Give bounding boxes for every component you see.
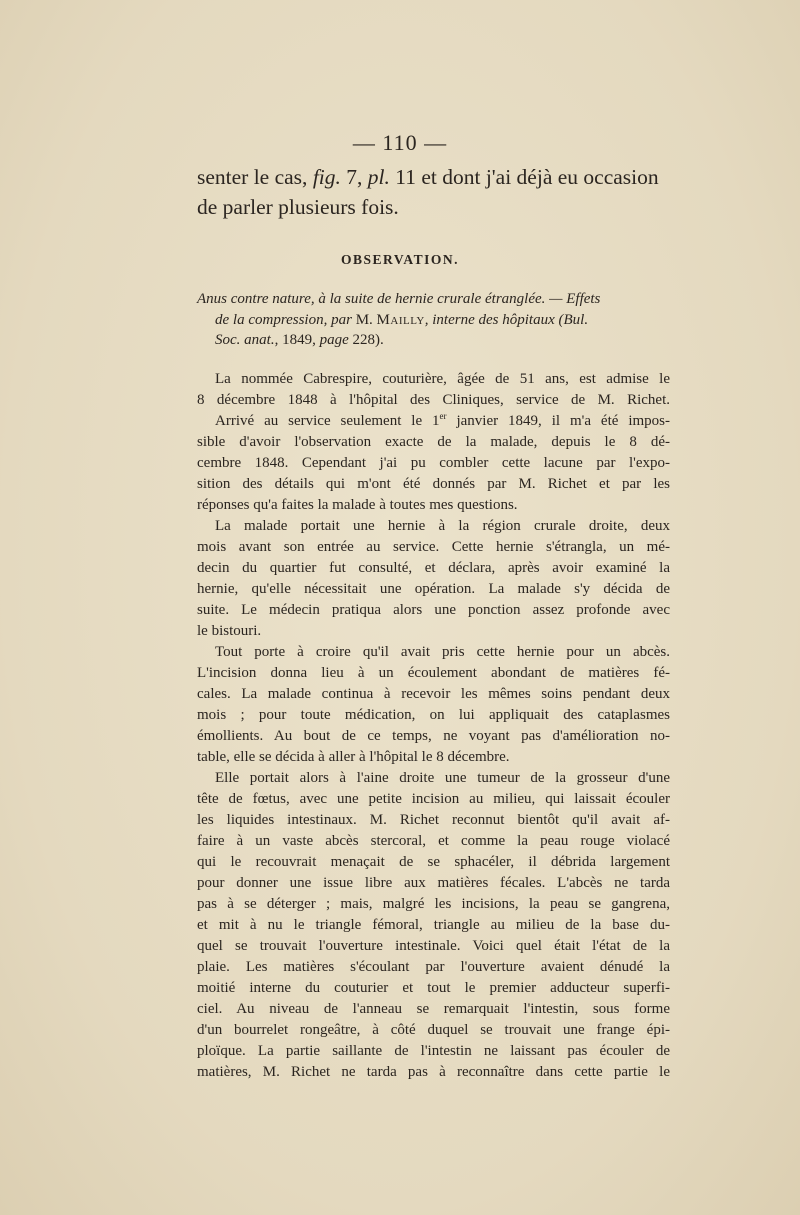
caption-line bbox=[197, 310, 672, 331]
caption-text: Soc. anat. bbox=[215, 332, 275, 348]
caption-text: de la compression, par bbox=[215, 311, 356, 328]
lead-text: 7, bbox=[340, 165, 368, 189]
text-line: faire à un vaste abcès stercoral, et comme la peau rouge violacé bbox=[197, 833, 670, 849]
text-line: pas à se déterger ; mais, malgré les incisions, la peau se gangrena, bbox=[197, 896, 670, 912]
text-line: plaie. Les matières s'écoulant par l'ouverture avaient dénudé la bbox=[197, 959, 670, 975]
text-line: pour donner une issue libre aux matières fécales. L'abcès ne tarda bbox=[197, 875, 670, 891]
observation-heading: OBSERVATION. bbox=[341, 252, 459, 267]
lead-line-2: de parler plusieurs fois. bbox=[197, 195, 399, 219]
text-line: 8 décembre 1848 à l'hôpital des Cliniques, service de M. Richet. bbox=[197, 392, 670, 408]
text-line: decin du quartier fut consulté, et déclara, après avoir examiné la bbox=[197, 560, 670, 576]
text-line: La nommée Cabrespire, couturière, âgée de 51 ans, est admise le bbox=[215, 371, 670, 387]
text-line: hernie, qu'elle nécessitait une opération. La malade s'y décida de bbox=[197, 581, 670, 597]
page-number: — 110 — bbox=[352, 130, 448, 155]
text-line: L'incision donna lieu à un écoulement abondant de matières fé- bbox=[197, 665, 670, 681]
lead-text: 11 et dont j'ai déjà eu occasion bbox=[389, 165, 659, 189]
text-line: ploïque. La partie saillante de l'intestin ne laissant pas écouler de bbox=[197, 1043, 670, 1059]
caption-text: Bul. bbox=[563, 311, 589, 328]
text-line: table, elle se décida à aller à l'hôpital le 8 décembre. bbox=[197, 749, 510, 765]
text-line: quel se trouvait l'ouverture intestinale. Voici quel était l'état de la bbox=[197, 938, 670, 954]
observation-caption bbox=[197, 289, 672, 351]
text-line: mois avant son entrée au service. Cette hernie s'étrangla, un mé- bbox=[197, 539, 670, 555]
text-line: Tout porte à croire qu'il avait pris cette hernie pour un abcès. bbox=[215, 644, 670, 660]
text-line: Elle portait alors à l'aine droite une tumeur de la grosseur d'une bbox=[215, 770, 670, 786]
caption-text: page bbox=[319, 332, 349, 348]
text-line: suite. Le médecin pratiqua alors une ponction assez profonde avec bbox=[197, 602, 670, 618]
text-line: mois ; pour toute médication, on lui appliquait des cataplasmes bbox=[197, 707, 670, 723]
caption-line bbox=[197, 330, 672, 351]
text-line: ciel. Au niveau de l'anneau se remarquait l'intestin, sous forme bbox=[197, 1001, 670, 1017]
text-line: moitié interne du couturier et tout le premier adducteur superfi- bbox=[197, 980, 670, 996]
text-line: les liquides intestinaux. M. Richet reconnut bientôt qu'il avait af- bbox=[197, 812, 670, 828]
caption-text: , interne des hôpitaux ( bbox=[424, 311, 564, 328]
lead-fig-abbrev: fig. bbox=[312, 165, 341, 189]
text-line: qui le recouvrait menaçait de se sphacéler, il débrida largement bbox=[197, 854, 670, 870]
text-line: cales. La malade continua à recevoir les mêmes soins pendant deux bbox=[197, 686, 670, 702]
caption-text: 228). bbox=[348, 332, 384, 348]
text-line: tête de fœtus, avec une petite incision au milieu, qui laissait écouler bbox=[197, 791, 670, 807]
caption-text: , 1849, bbox=[274, 332, 320, 348]
lead-line-1 bbox=[197, 162, 672, 192]
lead-text: senter le cas, bbox=[197, 165, 313, 189]
text-line: La malade portait une hernie à la région crurale droite, deux bbox=[215, 518, 670, 534]
text-line: matières, M. Richet ne tarda pas à reconnaître dans cette partie le bbox=[197, 1064, 670, 1080]
text-line: et mit à nu le triangle fémoral, triangle au milieu de la base du- bbox=[197, 917, 670, 933]
text-line: d'un bourrelet rongeâtre, à côté duquel se trouvait une frange épi- bbox=[197, 1022, 670, 1038]
text-line: le bistouri. bbox=[197, 623, 262, 639]
text-line: sition des détails qui m'ont été donnés par M. Richet et par les bbox=[197, 476, 670, 492]
caption-text: M. bbox=[355, 311, 377, 328]
caption-line: Anus contre nature, à la suite de hernie crurale étranglée. — Effets bbox=[197, 291, 601, 307]
lead-pl-abbrev: pl. bbox=[367, 165, 390, 189]
text-line: cembre 1848. Cependant j'ai pu combler cette lacune par l'expo- bbox=[197, 455, 670, 471]
text-line: sible d'avoir l'observation exacte de la malade, depuis le 8 dé- bbox=[197, 434, 670, 450]
text-line: émollients. Au bout de ce temps, ne voyant pas d'amélioration no- bbox=[197, 728, 670, 744]
text-line: réponses qu'a faites la malade à toutes mes questions. bbox=[197, 497, 518, 513]
text-line: Arrivé au service seulement le 1er janvier 1849, il m'a été impos- bbox=[215, 411, 670, 429]
caption-author: Mailly bbox=[376, 311, 425, 328]
